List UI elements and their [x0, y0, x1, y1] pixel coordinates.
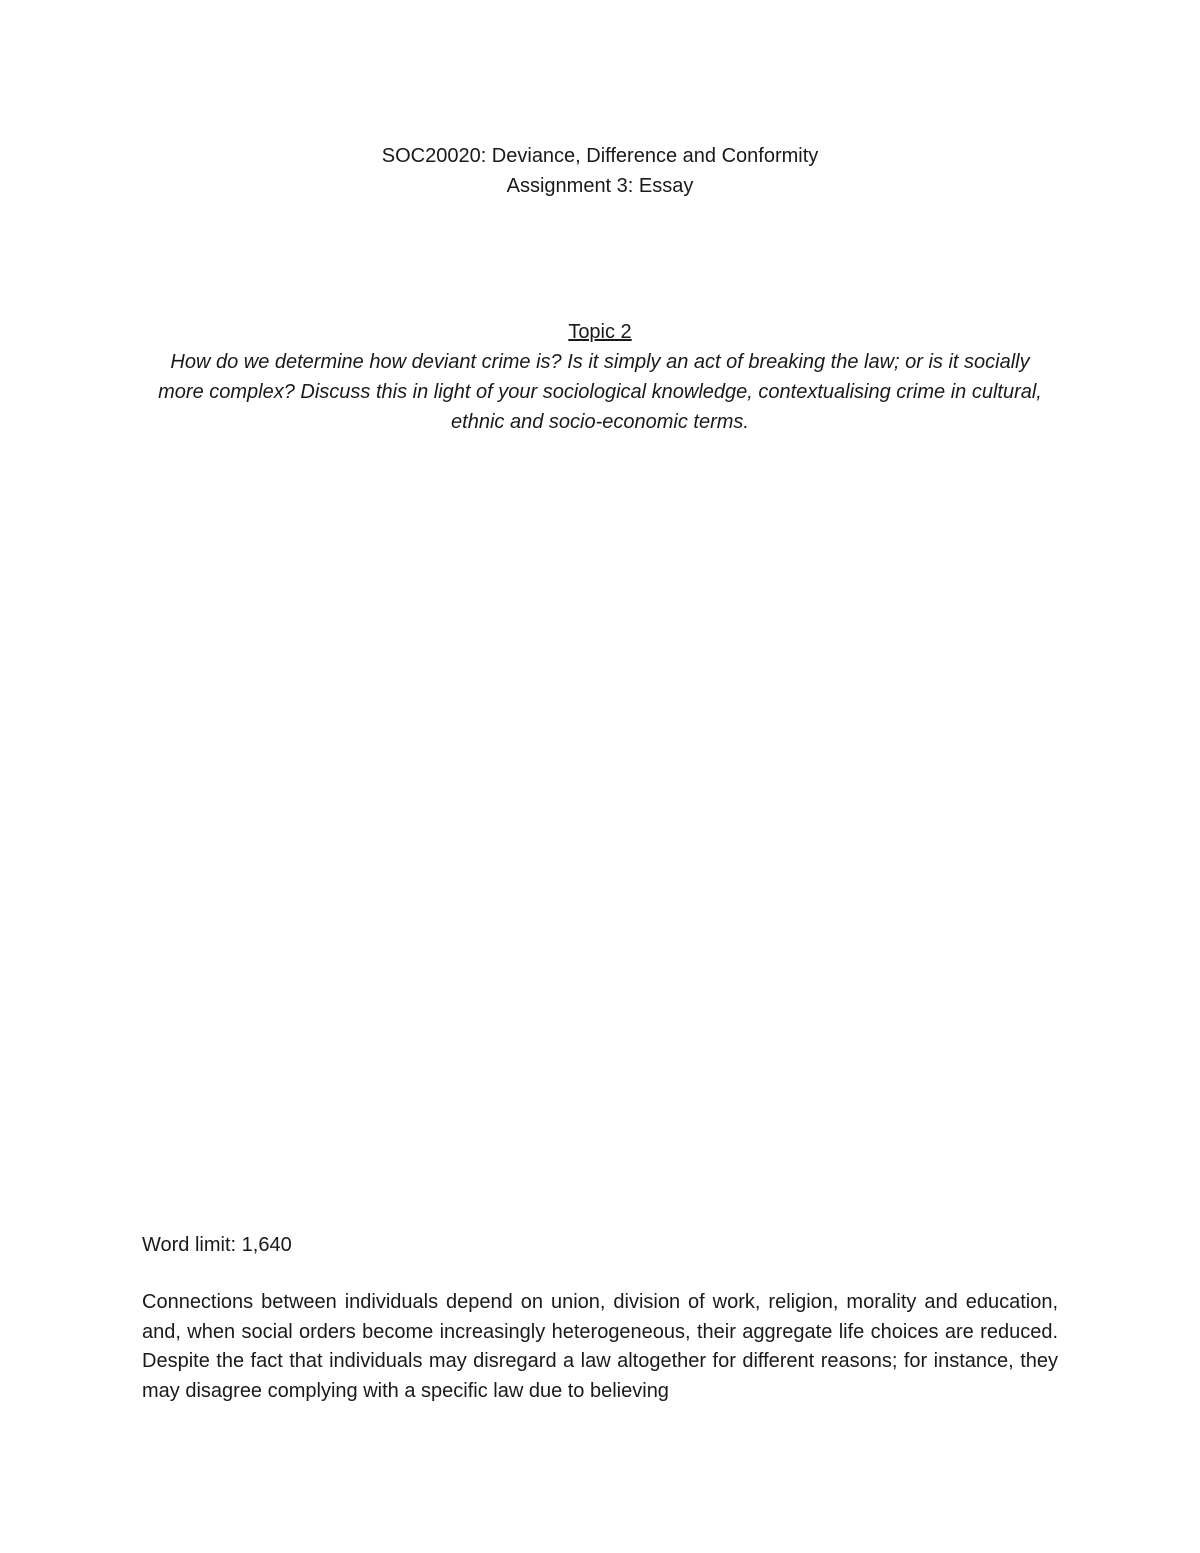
document-header [0, 141, 1200, 201]
assignment-title: Assignment 3: Essay [506, 175, 694, 197]
topic-heading: Topic 2 [568, 321, 632, 343]
topic-section [150, 317, 1050, 437]
course-title: SOC20020: Deviance, Difference and Conformity [381, 145, 819, 167]
body-paragraph: Connections between individuals depend on union, division of work, religion, morality and education, and, when social orders become increasingly heterogeneous, their aggregate life choices are reduced. Despite the fact that individuals may disregard a law altogether for different reasons; for instance, they may disagree complying with a specific law due to believing [142, 1291, 1058, 1402]
word-limit: Word limit: 1,640 [142, 1234, 292, 1256]
topic-question: How do we determine how deviant crime is? Is it simply an act of breaking the law; or is it socially more complex? Discuss this in light of your sociological knowledge, contextualising crime in cultural, ethnic and socio-economic terms. [158, 351, 1042, 433]
